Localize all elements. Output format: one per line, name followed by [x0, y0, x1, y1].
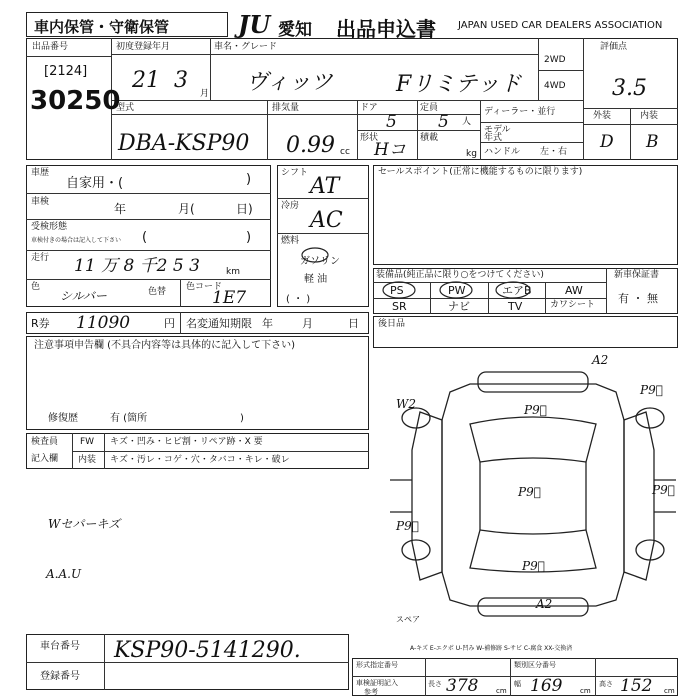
accept-note: 車検付きの場合は記入して下さい	[31, 237, 122, 244]
mark-right-front: P9゙	[640, 383, 663, 397]
lot-number: 30250	[30, 86, 121, 116]
width-unit: cm	[580, 687, 591, 695]
length-label: 長さ	[428, 680, 442, 688]
mileage-label: 走行	[31, 253, 50, 263]
car-name-label: 車名・グレード	[214, 42, 278, 52]
door-label: ドア	[360, 103, 378, 113]
exterior-label: 外装	[593, 111, 612, 121]
mileage-value: 11 万 8 千2 5 3	[74, 256, 200, 276]
repair-close: )	[240, 413, 244, 424]
width-label: 幅	[514, 680, 521, 688]
aircon-value: AC	[310, 208, 343, 233]
color-value: シルバー	[60, 289, 107, 303]
usage-value: 自家用・(	[66, 176, 124, 191]
lot-sub-number: [2124]	[44, 64, 88, 79]
aichi-label: 愛知	[278, 20, 312, 40]
weight-label: 積載	[420, 133, 439, 143]
shaken-year: 年	[114, 202, 127, 216]
ref-label: 参考	[364, 688, 378, 696]
shaken-month: 月(	[178, 202, 195, 216]
transfer-month: 月	[302, 317, 313, 330]
capacity: 5	[438, 112, 449, 132]
accept-open: (	[142, 230, 148, 245]
shift-label: シフト	[281, 168, 309, 178]
mark-trunk: P9゙	[522, 559, 545, 573]
sales-point-label: セールスポイント(正常に機能するものに限ります)	[378, 167, 583, 177]
accept-label: 受検形態	[31, 222, 68, 232]
fuel-diesel: 軽 油	[304, 274, 328, 285]
shaken-label: 車検	[31, 197, 50, 207]
interior-label: 内装	[640, 111, 659, 121]
shaken-day: 日)	[236, 202, 253, 216]
first-reg-label: 初度登録年月	[116, 42, 171, 52]
height-label: 高さ	[599, 680, 613, 688]
model-code: DBA-KSP90	[118, 131, 250, 156]
interior-items: キズ・汚レ・コゲ・穴・タバコ・キレ・破レ	[110, 455, 290, 465]
shape-label: 形状	[360, 133, 379, 143]
fuel-other: ( ・ )	[286, 294, 311, 305]
spare-label: スペア	[396, 615, 420, 624]
equipment-label: 装備品(純正品に限り○をつけてください)	[376, 270, 544, 280]
fw-label: FW	[80, 437, 95, 447]
mark-hood: P9゙	[524, 403, 547, 417]
fuel-label: 燃料	[281, 236, 300, 246]
color-code: 1E7	[212, 288, 247, 308]
doors: 5	[386, 112, 397, 132]
month-unit: 月	[200, 89, 210, 99]
handle-label: ハンドル	[484, 147, 521, 157]
equip-aw: AW	[565, 284, 583, 297]
reg-month: 3	[174, 68, 188, 93]
chassis-number: KSP90-5141290.	[114, 638, 301, 663]
equip-navi: ナビ	[448, 300, 470, 313]
yen-unit: 円	[164, 317, 175, 330]
capacity-label: 定員	[420, 103, 439, 113]
equip-sr: SR	[392, 300, 407, 313]
color-code-label: 色コード	[186, 282, 223, 292]
equip-leather: カワシート	[550, 300, 596, 310]
mark-left-front: W2	[396, 397, 416, 411]
shift-value: AT	[310, 174, 340, 199]
plate-label: 登録番号	[40, 671, 80, 682]
model-label: 型式	[116, 103, 135, 113]
interior-grade: B	[646, 132, 659, 152]
mark-roof: P9゙	[518, 485, 541, 499]
usage-close: )	[246, 172, 252, 187]
damage-legend: A-キズ E-エクボ U-凹み W-補修跡 S-サビ C-腐食 XX-交換済	[410, 645, 573, 652]
grade-score: 3.5	[612, 76, 647, 101]
repair-value: 有 (箇所	[110, 413, 148, 424]
transfer-day: 日	[348, 317, 359, 330]
transfer-year: 年	[262, 317, 273, 330]
mark-left-rear: P9゙	[396, 519, 419, 533]
mark-front: A2	[592, 353, 609, 367]
handle-options: 左・右	[540, 147, 568, 157]
storage-note: 車内保管・守衛保管	[34, 18, 170, 36]
displacement-label: 排気量	[272, 103, 300, 113]
equip-airbag: エアB	[502, 284, 532, 297]
width-value: 169	[530, 676, 563, 696]
exterior-grade: D	[600, 132, 614, 152]
car-grade: Fリミテッド	[396, 72, 522, 97]
aircon-label: 冷房	[281, 201, 300, 211]
shape: Hコ	[374, 140, 406, 160]
attachments-box	[373, 316, 678, 348]
repair-label: 修復歴	[48, 413, 78, 424]
grade-label: 評価点	[600, 42, 628, 52]
form-label: 形式指定番号	[356, 661, 398, 669]
history-block	[26, 165, 271, 307]
inspector-label-1: 検査員	[31, 437, 59, 447]
attachments-label: 後日品	[378, 319, 406, 329]
usage-label: 車歴	[31, 168, 50, 178]
inspector-label-2: 記入欄	[31, 454, 59, 464]
equip-tv: TV	[508, 300, 523, 313]
recycle-value: 11090	[76, 313, 131, 333]
note-line-2: A.A.U	[46, 567, 82, 581]
note-line-1: Wセパーキズ	[48, 517, 121, 531]
height-unit: cm	[664, 687, 675, 695]
mark-right-rear: P9゙	[652, 483, 675, 497]
cert-label: 車検証明記入	[356, 679, 398, 687]
class-label: 類別区分番号	[514, 661, 556, 669]
transfer-label: 名変通知期限	[186, 317, 252, 330]
drive-2wd: 2WD	[544, 55, 566, 65]
height-value: 152	[620, 676, 653, 696]
cc-unit: cc	[340, 147, 350, 157]
gasoline-circle	[300, 246, 330, 264]
capacity-unit: 人	[462, 117, 472, 127]
chassis-label: 車台番号	[40, 641, 80, 652]
displacement: 0.99	[286, 133, 335, 158]
warranty-label: 新車保証書	[614, 270, 660, 280]
model-year-label: モデル年式	[484, 125, 511, 143]
equip-ps: PS	[390, 284, 404, 297]
ju-logo: JU	[238, 10, 271, 39]
warranty-options: 有 ・ 無	[618, 292, 658, 305]
interior-check-label: 内装	[78, 455, 97, 465]
dealer-label: ディーラー・並行	[484, 107, 556, 117]
notes-label: 注意事項申告欄 (不具合内容等は具体的に記入して下さい)	[34, 340, 295, 351]
form-title: 出品申込書	[336, 17, 436, 41]
association-name: JAPAN USED CAR DEALERS ASSOCIATION	[458, 20, 663, 31]
equipment-circles	[373, 280, 606, 300]
length-unit: cm	[496, 687, 507, 695]
km-unit: km	[226, 267, 240, 277]
car-name: ヴィッツ	[246, 70, 333, 95]
fw-items: キズ・凹み・ヒビ割・リペア跡・X 要	[110, 437, 263, 447]
kg-unit: kg	[466, 149, 477, 159]
fuel-gasoline: ガソリン	[300, 256, 340, 267]
mark-rear: A2	[536, 597, 553, 611]
sales-point-box	[373, 165, 678, 265]
length-value: 378	[446, 676, 479, 696]
color-change-label: 色替	[148, 287, 167, 297]
drive-4wd: 4WD	[544, 81, 566, 91]
lot-number-label: 出品番号	[32, 42, 69, 52]
color-label: 色	[31, 282, 41, 292]
recycle-label: R券	[31, 317, 50, 330]
reg-year: 21	[132, 68, 160, 93]
equip-pw: PW	[448, 284, 466, 297]
accept-close: )	[246, 230, 252, 245]
